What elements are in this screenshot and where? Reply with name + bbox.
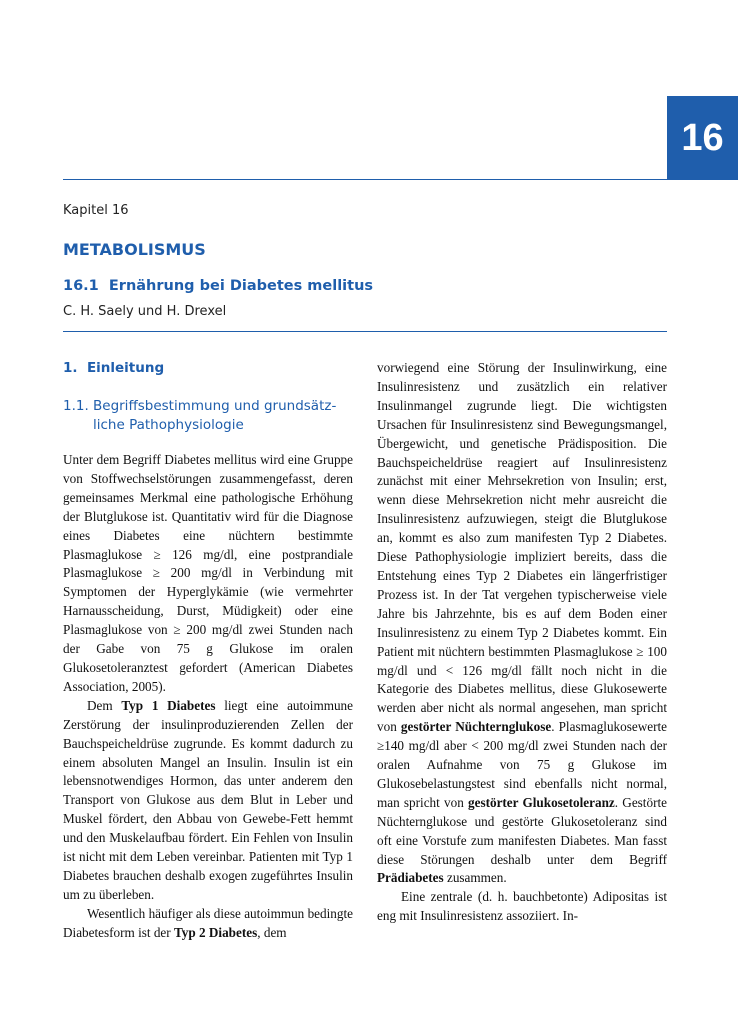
heading-begriffsbestimmung xyxy=(63,397,363,435)
bold-term: Typ 2 Diabetes xyxy=(173,924,258,940)
text-run: zusammen. xyxy=(443,870,507,886)
text-run: liegt eine autoimmune Zerstörung der insulinproduzierenden Zellen der Bauchspeicheldrüse zugrunde. Es kommt dadurch zu einem absoluten Mangel an Insulin. Insulin ist ein lebensnotwendiges Hormon, das unter anderem den Transport von Glukose aus dem Blut in Leber und Muskel fördert, den Abbau von Gewebe-Fett hemmt und den Muskelaufbau fördert. Ein Fehlen von Insulin ist nicht mit dem Leben vereinbar. Patienten mit Typ 1 Diabetes brauchen deshalb exogen zugeführtes Insulin um zu überleben. xyxy=(63,697,353,902)
subsection-text: Ernährung bei Diabetes mellitus xyxy=(108,278,374,294)
header-rule xyxy=(63,179,667,180)
authors: C. H. Saely und H. Drexel xyxy=(63,304,227,319)
paragraph-typ2-intro xyxy=(63,905,353,943)
subsection-title xyxy=(63,278,373,294)
paragraph-adipositas: Eine zentrale (d. h. bauchbetonte) Adipositas ist eng mit Insulinresistenz assoziiert. In- xyxy=(377,889,667,924)
section-title: METABOLISMUS xyxy=(63,240,206,259)
heading2-number: 1.1. xyxy=(63,398,89,414)
heading1-title: Einleitung xyxy=(86,360,165,376)
heading2-line2: liche Pathophysiologie xyxy=(93,417,244,433)
subsection-number: 16.1 xyxy=(63,278,99,294)
right-column xyxy=(377,359,667,926)
text-run: vorwiegend eine Störung der Insulinwirkung, eine Insulinresistenz und zusätzlich ein relativer Insulinmangel zugrunde liegt. Die wichtigsten Ursachen für Insulinresistenz sind Bewegungsmangel, Übergewicht, und genetische Prädisposition. Die Bauchspeicheldrüse reagiert auf Insulinresistenz zunächst mit einer Mehrsekretion von Insulin; erst, wenn diese Mehrsekretion nicht mehr ausreicht die Insulinresistenz aufzuwiegen, steigt die Blutglukose an, kommt es also zum manifesten Typ 2 Diabetes. Diese Pathophysiologie impliziert bereits, dass die Entstehung eines Typ 2 Diabetes ein längerfristiger Prozess ist. In der Tat vergehen typischerweise viele Jahre bis Jahrzehnte, bis es auf dem Boden einer Insulinresistenz zu einem Typ 2 Diabetes kommt. Ein Patient mit nüchtern bestimmten Plasmaglukose ≥ 100 mg/dl und < 126 mg/dl fällt noch nicht in die Kategorie des Diabetes mellitus, diese Glukosewerte werden aber nicht als normal angesehen, man spricht von xyxy=(377,360,667,735)
text-run: , dem xyxy=(257,924,287,940)
chapter-number-tab: 16 xyxy=(667,96,738,180)
bold-term: gestörter Glukosetoleranz xyxy=(468,794,615,810)
text-run: . Gestörte Nüchternglukose und gestörte Glukosetoleranz sind oft eine Vorstufe zum manifesten Diabetes. Man fasst diese Störungen deshalb unter dem Begriff xyxy=(377,794,667,867)
paragraph-typ2 xyxy=(377,359,667,888)
chapter-label: Kapitel 16 xyxy=(63,203,129,218)
paragraph-definition: Unter dem Begriff Diabetes mellitus wird eine Gruppe von Stoffwechselstörungen zusammengefasst, deren gemeinsames Merkmal eine pathologische Erhöhung der Blutglukose ist. Quantitativ wird für die Diagnose eines Diabetes eine nüchtern bestimmte Plasmaglukose ≥ 126 mg/dl, eine postprandiale Plasmaglukose ≥ 200 mg/dl in Verbindung mit Symptomen der Hyperglykämie (wie vermehrter Harnausscheidung, Durst, Müdigkeit) oder eine Plasmaglukose von ≥ 200 mg/dl zwei Stunden nach der Gabe von 75 g Glukose im oralen Glukosetoleranztest gefordert (American Diabetes Association, 2005). xyxy=(63,452,353,694)
bold-term: Typ 1 Diabetes xyxy=(121,697,216,713)
paragraph-typ1 xyxy=(63,697,353,905)
text-run: Wesentlich häufiger als diese autoimmun bedingte Diabetesform ist der xyxy=(63,905,353,940)
bold-term: Prädiabetes xyxy=(377,870,444,886)
text-run: Dem xyxy=(87,697,122,713)
bold-term: gestörter Nüchternglukose xyxy=(400,719,552,735)
heading2-line1: Begriffsbestimmung und grundsätz- xyxy=(93,398,337,414)
left-column xyxy=(63,451,353,943)
text-run: . Plasmaglukosewerte ≥140 mg/dl aber < 200 mg/dl zwei Stunden nach der oralen Aufnahme von 75 g Glukose im Glukosebelastungstest sind ebenfalls nicht normal, man spricht von xyxy=(377,719,668,810)
authors-rule xyxy=(63,331,667,332)
heading-einleitung xyxy=(63,360,164,376)
heading1-number: 1. xyxy=(63,360,78,376)
